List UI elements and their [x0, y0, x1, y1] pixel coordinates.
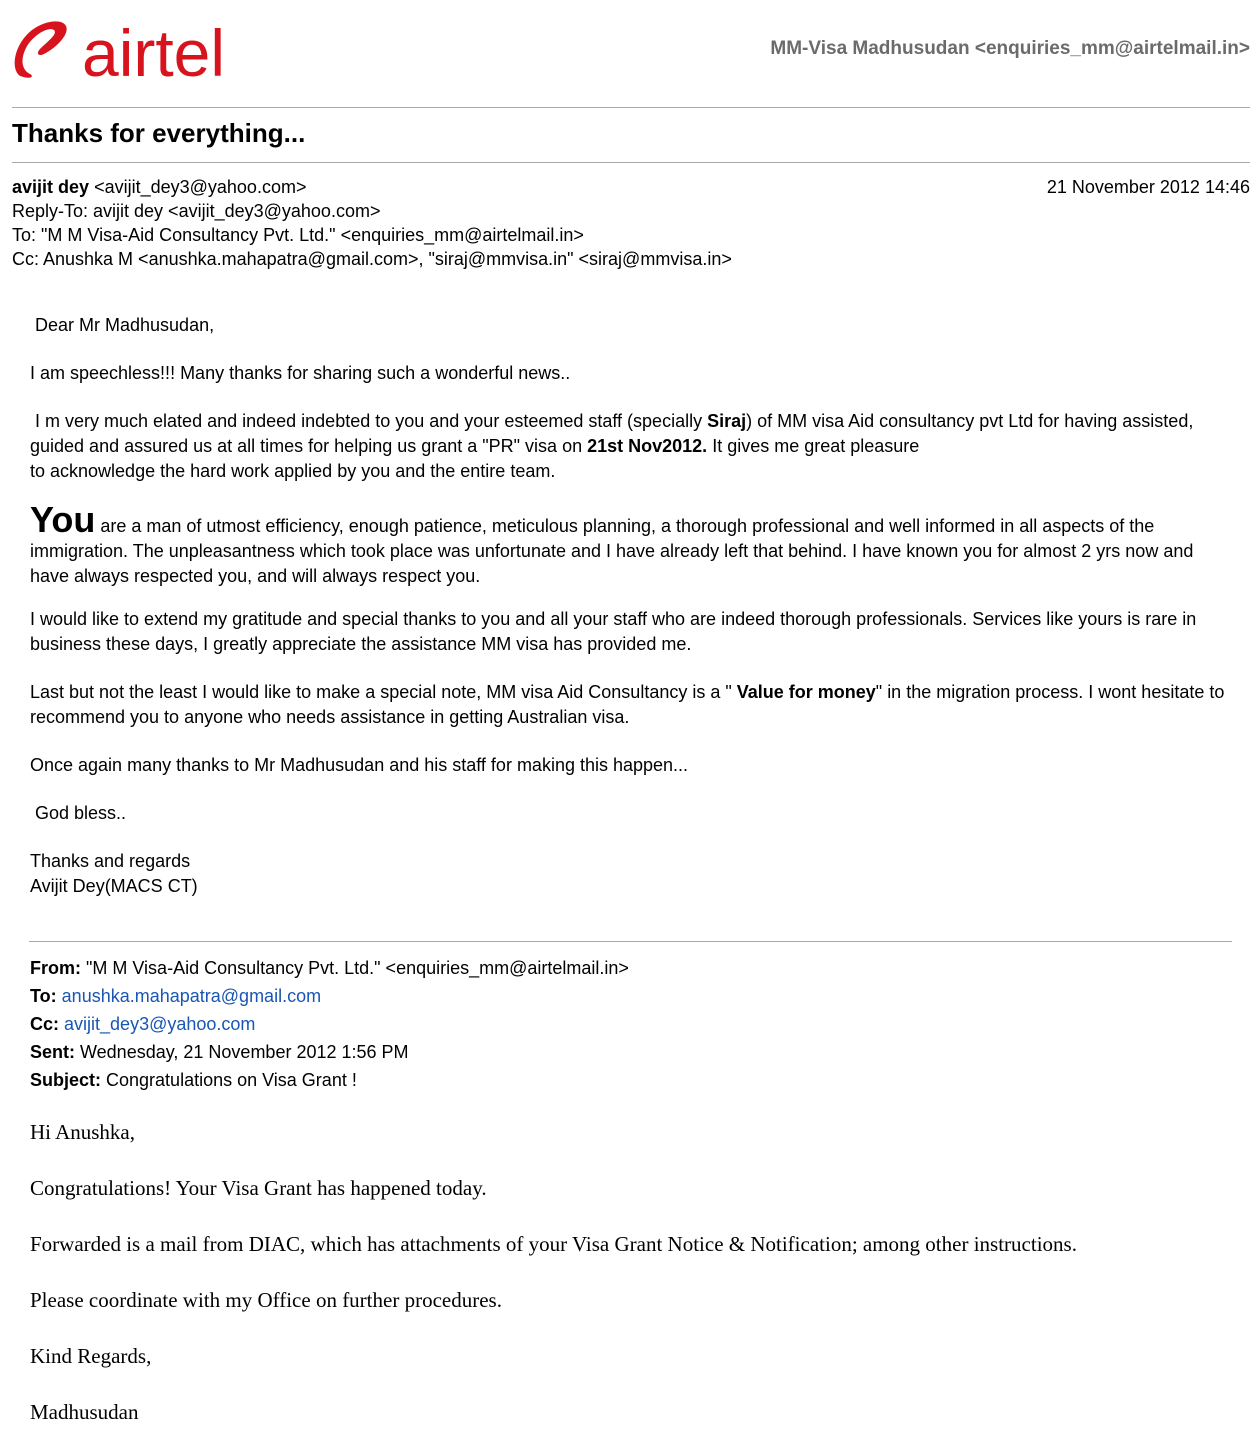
sender-email: <avijit_dey3@yahoo.com>	[94, 177, 307, 197]
paragraph-6: Once again many thanks to Mr Madhusudan and his staff for making this happen...	[30, 755, 689, 775]
emphasis-you: You	[30, 499, 96, 540]
fwd-to-line: To: anushka.mahapatra@gmail.com	[30, 986, 322, 1006]
sender-name: avijit dey	[12, 177, 90, 197]
paragraph-7: God bless..	[30, 803, 127, 823]
reply-to-line: Reply-To: avijit dey <avijit_dey3@yahoo.com>	[12, 201, 381, 221]
airtel-logo	[10, 14, 230, 84]
paragraph-2: I m very much elated and indeed indebted to you and your esteemed staff (specially Siraj) of MM visa Aid consultancy pvt Ltd for having assisted, guided and assured us at all times for helping us grant a "PR" visa on 21st Nov2012. It gives me great pleasure to acknowledge the hard work applied by you and the entire team.	[30, 411, 1194, 481]
original-message	[30, 1118, 1240, 1454]
to-line: To: "M M Visa-Aid Consultancy Pvt. Ltd." <enquiries_mm@airtelmail.in>	[12, 225, 584, 245]
airtel-logo-icon	[10, 14, 230, 84]
divider	[12, 107, 1250, 108]
message-header	[12, 175, 1250, 271]
paragraph-4: I would like to extend my gratitude and special thanks to you and all your staff who are indeed thorough professionals. Services like yours is rare in business these days, I greatly appreciate the assistance MM visa has provided me.	[30, 609, 1197, 654]
orig-line-5: Kind Regards,	[30, 1344, 152, 1368]
account-address: MM-Visa Madhusudan <enquiries_mm@airtelmail.in>	[770, 38, 1250, 59]
paragraph-1: I am speechless!!! Many thanks for sharing such a wonderful news..	[30, 363, 571, 383]
cc-line: Cc: Anushka M <anushka.mahapatra@gmail.com>, "siraj@mmvisa.in" <siraj@mmvisa.in>	[12, 249, 732, 269]
paragraph-5: Last but not the least I would like to make a special note, MM visa Aid Consultancy is a " Value for money" in the migration process. I wont hesitate to recommend you to anyone who needs assistance in getting Australian visa.	[30, 682, 1225, 727]
message-date: 21 November 2012 14:46	[1046, 177, 1250, 197]
orig-line-1: Hi Anushka,	[30, 1120, 135, 1144]
divider	[12, 162, 1250, 163]
orig-line-3: Forwarded is a mail from DIAC, which has attachments of your Visa Grant Notice & Notification; among other instructions.	[30, 1232, 1077, 1256]
greeting: Dear Mr Madhusudan,	[30, 315, 215, 335]
logo-wordmark: airtel	[82, 16, 226, 84]
forward-divider	[29, 941, 1232, 942]
fwd-cc-line: Cc: avijit_dey3@yahoo.com	[30, 1014, 256, 1034]
orig-line-2: Congratulations! Your Visa Grant has happened today.	[30, 1176, 487, 1200]
forwarded-header	[30, 954, 629, 1094]
orig-line-6: Madhusudan	[30, 1400, 139, 1424]
paragraph-3: You are a man of utmost efficiency, enough patience, meticulous planning, a thorough professional and well informed in all aspects of the immigration. The unpleasantness which took place was unfortunate and I have already left that behind. I have known you for almost 2 yrs now and have always respected you, and will always respect you.	[30, 499, 1194, 586]
message-body	[30, 313, 1235, 922]
orig-line-4: Please coordinate with my Office on further procedures.	[30, 1288, 502, 1312]
fwd-sent-line: Sent: Wednesday, 21 November 2012 1:56 PM	[30, 1042, 409, 1062]
fwd-to-link[interactable]: anushka.mahapatra@gmail.com	[61, 986, 322, 1006]
fwd-cc-link[interactable]: avijit_dey3@yahoo.com	[64, 1014, 256, 1034]
fwd-from-line: From: "M M Visa-Aid Consultancy Pvt. Ltd." <enquiries_mm@airtelmail.in>	[30, 958, 629, 978]
message-subject: Thanks for everything...	[12, 118, 306, 148]
signature: Thanks and regards Avijit Dey(MACS CT)	[30, 851, 198, 896]
fwd-subject-line: Subject: Congratulations on Visa Grant !	[30, 1070, 357, 1090]
